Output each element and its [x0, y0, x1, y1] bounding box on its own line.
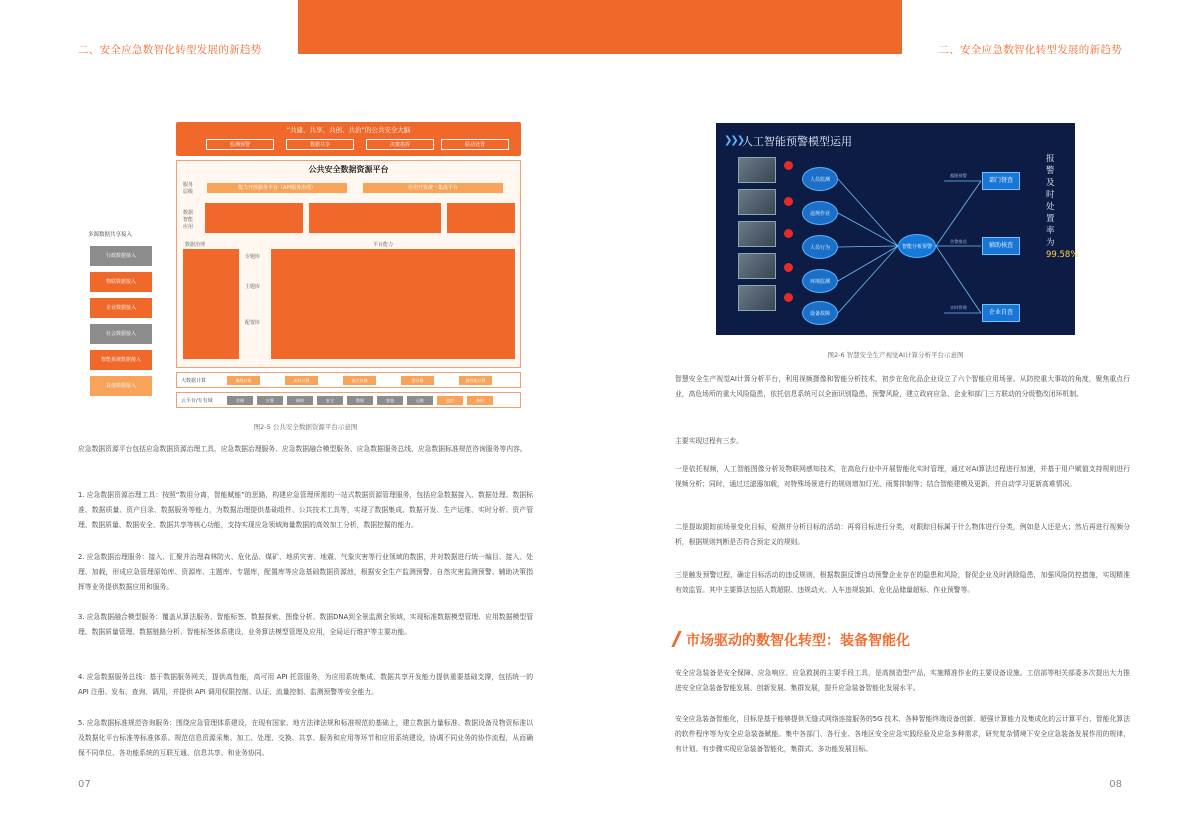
output-node: 辅助核查: [982, 237, 1020, 255]
running-head-right: 二、安全应急数智化转型发展的新趋势: [938, 44, 1122, 56]
service-bar: 能力开放服务平台（API服务治理）: [207, 183, 347, 193]
section-paragraph: 安全应急装备智能化，目标是基于能够提供无缝式网络连接服务的5G 技术、各种智能终端设备创新、超强计算能力及集成化的云计算平台、智能化算法的软件程序等为安全应急装备赋能。集中各部门、各行业、各地区安全应急实践经验及应急多种需求，研究复杂情境下安全应急装备发展作用的规律，有计划、有步骤实现应急装备智能化，集群式、多功能发展目标。: [675, 715, 1130, 754]
page-number-right: 08: [1109, 779, 1122, 790]
figure-2-5-caption: 图2-5 公共安全数据资源平台示意图: [253, 423, 358, 431]
app-block: [447, 203, 515, 233]
banner-item: 监测预警: [206, 139, 274, 150]
service-row-label: 服务 层级: [183, 182, 194, 195]
right-paragraph: 三是触发预警过程，确定目标活动的违反规则，根据数据反馈自动预警企业存在的隐患和风险，督促企业及时消除隐患，加强风险防控措施，实现精准有效监管。其中主要算法包括人数超限、违规动火、人车违规装卸、危化品储量超标、作业预警等。: [675, 571, 1130, 595]
share-item: 其他数据接入: [90, 376, 152, 396]
left-paragraph: 4. 应急数据服务总线：基于数据服务网关，提供高性能，高可用 API 托管服务，为应用系统集成、数据共享开发能力提供重要基础支撑，包括统一的 API 注册、发布、查询、调用，并提供 API 调用权限控制、认证、流量控制、监测预警等安全能力。: [78, 673, 533, 697]
infra-item: 备份: [467, 396, 493, 405]
subject-label: 主题库: [245, 284, 261, 290]
infra-item: 容器: [377, 396, 403, 405]
detection-node: 环境监测: [802, 269, 838, 293]
platform-title: 公共安全数据资源平台: [308, 165, 389, 174]
infra-item: 监控: [437, 396, 463, 405]
chevron-icon: ❯❯❯: [724, 135, 744, 146]
banner-title: “共建、共享、共创、共治”的公共安全大脑: [286, 126, 411, 134]
top-orange-band: [298, 0, 902, 54]
share-item: 物联数据接入: [90, 272, 152, 292]
disposal-rate-value: 99.58%: [1046, 250, 1079, 260]
left-paragraph: 5. 应急数据标准规范咨询服务：围绕应急管理体系建设，在现有国家、地方法律法规和标准规范的基础上，建立数据力量标准、数据设备及物资标准以及数据化平台标准等标准体系。规范信息资源采集、加工、处理、交换、共享、服务和应用等环节和应用系统建设，协调不同业务的协作流程，从而确保不同单位、各功能系统的互联互通、信息共享、和业务协同。: [78, 719, 533, 758]
right-paragraph: 二是提取跟踪前场景变化目标，检测并分析目标的活动：再将目标进行分类，对跟踪目标属于什么物体进行分类，例如是人还是火；然后再进行视频分析，根据规则判断是否符合预定义的规则。: [675, 523, 1130, 547]
platform-frame: [176, 160, 521, 368]
capability-block: [271, 249, 515, 359]
topic-label: 专题库: [245, 254, 261, 260]
left-paragraph: 2. 应急数据治理服务：接入、汇聚并治理森林防火、危化品、煤矿、地质灾害、地震、气象灾害等行业领域的数据，并对数据进行统一编目、接入、处理、加载，形成应急管理原始库、资源库、主题库、专题库，配置库等应急基础数据资源池，根据安全生产监测预警、自然灾害监测预警、辅助决策指挥等业务提供数据应用和服务。: [78, 553, 533, 592]
detection-node: 违规作业: [802, 201, 838, 225]
running-head-left: 二、安全应急数智化转型发展的新趋势: [78, 44, 262, 56]
share-item: 智能系统数据接入: [90, 350, 152, 370]
slash-icon: [671, 631, 681, 647]
infra-item: 存储: [227, 396, 253, 405]
detection-node: 人员监测: [802, 167, 838, 191]
figure-ai-warning: [716, 123, 1079, 335]
infra-row: [176, 392, 521, 408]
analysis-center-node: 智能分析预警: [898, 234, 936, 258]
figure-data-platform: [88, 122, 523, 414]
share-title: 多源数据共享接入: [88, 232, 133, 238]
banner-item: 决策指挥: [366, 139, 434, 150]
app-block: [309, 203, 441, 233]
page-number-left: 07: [78, 779, 91, 790]
capability-label: 平台能力: [373, 242, 394, 248]
banner-item: 联动处置: [441, 139, 509, 150]
app-row-label: 数据 智能 应用: [183, 210, 194, 230]
left-paragraph: 1. 应急数据资源治理工具：按照“数用分离，智能赋能”的思路，构建应急管理所需的一站式数据资源管理服务，包括应急数据接入、数据处理、数据标准、数据质量、资产目录、数据服务等能力，为数据治理提供基础组件、公共技术工具等，实现了数据集成、数据开发、生产运维、实时分析、资产管理、数据质量、数据安全、数据共享等核心功能，支持实现应急领域海量数据的高效加工分析，数据挖掘的能力。: [78, 491, 533, 530]
section-paragraph: 安全应急装备是安全保障、应急响应、应急救援的主要手段工具，是高制造型产品，实施精准作业的主要设备设施。工信部等相关部委多次提出大力推进安全应急装备智能发展、创新发展、集群发展，提升应急装备智能化发展水平。: [675, 669, 1130, 693]
infra-item: 运维: [407, 396, 433, 405]
detection-node: 设备故障: [802, 301, 838, 325]
line-label: 实时管理: [950, 305, 967, 310]
app-block: [205, 203, 303, 233]
figure-2-6-title: 人工智能预警模型运用: [742, 135, 852, 148]
section-heading: [675, 630, 910, 650]
infra-item: 计算: [257, 396, 283, 405]
output-node: 企业自查: [982, 304, 1020, 322]
right-paragraph: 主要实现过程有三步。: [675, 437, 743, 445]
share-item: 社会数据接入: [90, 324, 152, 344]
infra-item: 数据: [347, 396, 373, 405]
service-bar: 应用开发统一集成平台: [363, 183, 503, 193]
share-item: 行政数据接入: [90, 246, 152, 266]
compute-row: [176, 372, 521, 388]
compute-item: 高性能计算: [459, 376, 492, 385]
compute-item: 图计算: [401, 376, 434, 385]
disposal-rate-label: 报警及时处置率为: [1046, 154, 1055, 248]
compute-item: 离线计算: [227, 376, 260, 385]
banner-item: 数据共享: [286, 139, 354, 150]
connector-lines: [716, 123, 1075, 335]
line-label: 告警推送: [950, 239, 967, 244]
governance-block: [183, 249, 239, 359]
left-paragraph: 应急数据资源平台包括应急数据资源治理工具、应急数据治理服务、应急数据融合模型服务、应急数据服务总线、应急数据标准规范咨询服务等内容。: [78, 445, 527, 453]
compute-item: 实时计算: [285, 376, 318, 385]
share-item: 企业数据接入: [90, 298, 152, 318]
line-label: 超限预警: [950, 173, 967, 178]
infra-item: 安全: [317, 396, 343, 405]
figure-2-6-caption: 图2-6 智慧安全生产视觉AI计算分析平台示意图: [827, 351, 964, 359]
section-title: 市场驱动的数智化转型：装备智能化: [686, 633, 910, 649]
compute-label: 大数据计算: [181, 378, 207, 384]
right-paragraph: 一是依托视频，人工智能图像分析及物联网感知技术，在高危行业中开展智能化实时管理，通过对AI算法过程进行加速，并基于用户赋值支持规则进行视频分析；同时，通过过滤器加载，对特殊场景进行的规则增加灯光、雨雾抑制等；结合智能建模及更新，并自动学习更新高难情况。: [675, 465, 1130, 489]
infra-label: 云平台/专有域: [181, 398, 213, 404]
figure-banner: [176, 122, 521, 156]
config-label: 配置库: [245, 320, 261, 326]
right-paragraph: 智慧安全生产视觉AI计算分析平台，利用视频摄像和智能分析技术，初步在危化品企业设立了六个智能应用场景。从防控重大事故的角度，聚焦重点行业，高危场所的重大风险隐患，依托信息系统可以全面识别隐患，预警风险，建立政府应急、企业和部门三方联动的分级整改闭环机制。: [675, 375, 1130, 399]
compute-item: 流式处理: [343, 376, 376, 385]
output-node: 部门督查: [982, 172, 1020, 190]
governance-label: 数据治理: [185, 242, 206, 248]
infra-item: 网络: [287, 396, 313, 405]
left-paragraph: 3. 应急数据融合模型服务：覆盖从算法服务、智能标签、数据探索、图像分析、数据DNA到全景监测全领域，实现标准数据模型管理、应用数据模型管理、数据质量管理、数据链路分析、智能标签体系建设、业务算法模型管理及应用，全局运行维护等主要功能。: [78, 613, 533, 637]
disposal-rate-text: [1046, 153, 1079, 261]
detection-node: 人员行为: [802, 235, 838, 259]
